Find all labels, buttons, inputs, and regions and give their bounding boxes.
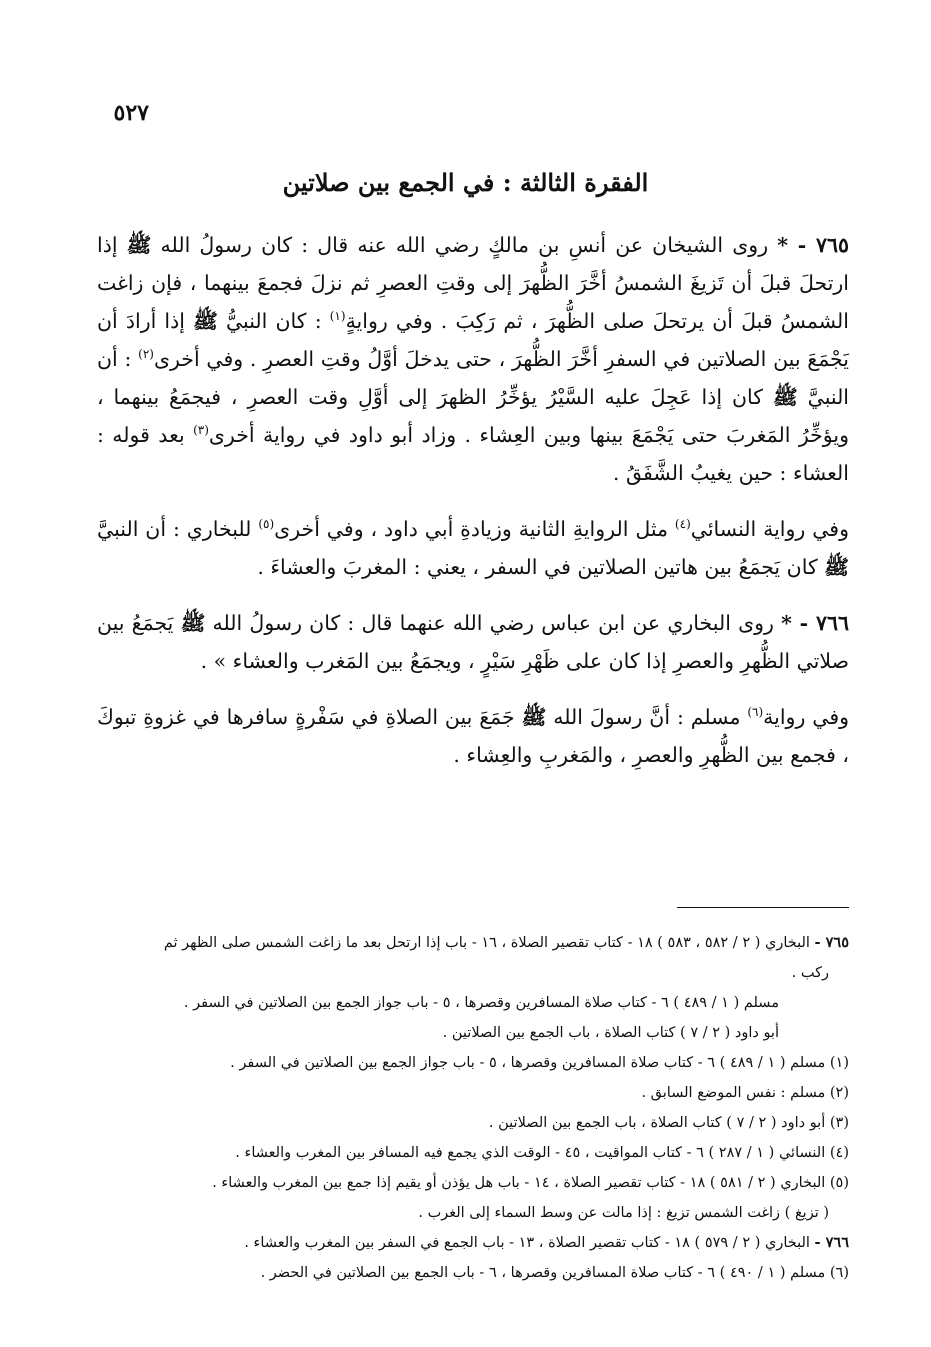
text-segment: للبخاري : أن النبيَّ (97, 517, 259, 541)
footnote-4: (٤) النسائي ( ١ / ٢٨٧ ) ٦ - كتاب المواقيت ، ٤٥ - الوقت الذي يجمع فيه المسافر بين المغرب والعشاء . (235, 1145, 849, 1161)
nasai-paragraph (97, 510, 849, 586)
footnote-ref: (١) (329, 309, 346, 324)
footnote-766-bukhari (97, 1228, 849, 1258)
text-segment: روى البخاري عن ابن عباس رضي الله عنهما قال : كان رسولُ الله (205, 611, 782, 635)
text-segment: كان إذا عَجِلَ عليه السَّيْرُ يؤخِّرُ الظهرَ إلى أوَّلِ وقت العصرِ ، فيجمَعُ بينهما ، ويؤخِّرُ المَغربَ حتى يَجْمَعَ بينها وبين العِشاء . وزاد أبو داود في رواية أخرى (97, 385, 849, 447)
text-segment: وفي رواية (763, 705, 850, 729)
footnote-765-abudawud: أبو داود ( ٢ / ٧ ) كتاب الصلاة ، باب الجمع بين الصلاتين . (442, 1025, 779, 1041)
salutation-glyph: ﷺ (824, 555, 849, 579)
footnote-765-muslim: مسلم ( ١ / ٤٨٩ ) ٦ - كتاب صلاة المسافرين وقصرها ، ٥ - باب جواز الجمع بين الصلاتين في السفر . (183, 995, 779, 1011)
main-text (97, 226, 849, 792)
footnote-ref: (٣) (193, 423, 209, 438)
footnote-765-bukhari (97, 928, 849, 958)
footnote-2: (٢) مسلم : نفس الموضع السابق . (641, 1085, 849, 1101)
text-segment: : أن النبيَّ (97, 347, 850, 409)
text-segment: روى الشيخان عن أنسِ بن مالكٍ رضي الله عنه قال : كان رسولُ الله (151, 233, 778, 257)
page-number: ٥٢٧ (113, 100, 149, 126)
footnote-3: (٣) أبو داود ( ٢ / ٧ ) كتاب الصلاة ، باب الجمع بين الصلاتين . (488, 1115, 849, 1131)
footnote-5: (٥) البخاري ( ٢ / ٥٨١ ) ١٨ - كتاب تقصير الصلاة ، ١٤ - باب هل يؤذن أو يقيم إذا جمع بين المغرب والعشاء . (212, 1175, 849, 1191)
hadith-766-paragraph (97, 604, 849, 680)
footnote-ref: (٤) (674, 517, 691, 532)
salutation-glyph: ﷺ (126, 233, 152, 257)
footnote-number: ٧٦٦ - (814, 1234, 849, 1251)
footnote-gloss: ( تزيغ ) زاغت الشمس تزيغ : إذا مالت عن وسط السماء إلى الغرب . (418, 1205, 829, 1221)
text-segment: كان يَجمَعُ بين هاتين الصلاتين في السفر ، يعني : المغربَ والعشاءَ . (257, 555, 825, 579)
footnote-6: (٦) مسلم ( ١ / ٤٩٠ ) ٦ - كتاب صلاة المسافرين وقصرها ، ٦ - باب الجمع بين الصلاتين في الحضر . (260, 1265, 849, 1281)
muslim-paragraph (97, 698, 849, 774)
text-segment: : كان النبيُّ (217, 309, 330, 333)
salutation-glyph: ﷺ (772, 385, 798, 409)
footnote-text: البخاري ( ٢ / ٥٨٢ ، ٥٨٣ ) ١٨ - كتاب تقصير الصلاة ، ١٦ - باب إذا ارتحل بعد ما زاغت الشمس صلى الظهر ثم (163, 935, 815, 951)
text-segment: إذا ارتحلَ قبلَ أن تَزيغَ الشمسُ أخَّرَ الظُّهرَ إلى وقتِ العصرِ ثم نزلَ فجمعَ بينهما ، فإن زاغت الشمسُ قبلَ أن يرتحلَ صلى الظُّهرَ ، ثم رَكِبَ . وفي روايةٍ (97, 233, 849, 333)
salutation-glyph: ﷺ (521, 705, 547, 729)
text-segment: إذا أرادَ أن يَجْمَعَ بين الصلاتين في السفرِ أخَّرَ الظُّهرَ ، حتى يدخلَ أوَّلُ وقتِ العصرِ . وفي أخرى (97, 309, 849, 371)
footnote-765-bukhari-cont: ركب . (791, 965, 829, 981)
footnotes (97, 928, 849, 1288)
footnote-1: (١) مسلم ( ١ / ٤٨٩ ) ٦ - كتاب صلاة المسافرين وقصرها ، ٥ - باب جواز الجمع بين الصلاتين في السفر . (230, 1055, 849, 1071)
text-segment: مسلم : أنَّ رسولَ الله (546, 705, 748, 729)
text-segment: بعد قوله : العشاء : حين يغيبُ الشَّفَقُ . (97, 423, 849, 485)
hadith-765-paragraph (97, 226, 849, 492)
footnote-ref: (٦) (747, 705, 764, 720)
footnote-ref: (٥) (258, 517, 275, 532)
footnote-text: البخاري ( ٢ / ٥٧٩ ) ١٨ - كتاب تقصير الصلاة ، ١٣ - باب الجمع في السفر بين المغرب والعشاء . (244, 1235, 815, 1251)
footnote-ref: (٢) (138, 347, 154, 362)
salutation-glyph: ﷺ (180, 611, 206, 635)
text-segment: مثل الروايةِ الثانية وزيادةِ أبي داود ، وفي أخرى (274, 517, 675, 541)
text-segment: يَجمَعُ بين صلاتي الظُّهرِ والعصرِ إذا كان على ظَهْرِ سَيْرٍ ، ويجمَعُ بين المَغرب والعشاء » . (97, 611, 849, 673)
text-segment: جَمَعَ بين الصلاةِ في سَفْرةٍ سافرها في غزوةِ تبوكَ ، فجمع بين الظُّهرِ والعصرِ ، والمَغربِ والعِشاء . (97, 705, 849, 767)
hadith-number: ٧٦٥ - * (777, 233, 849, 257)
section-heading: الفقرة الثالثة : في الجمع بين صلاتين (282, 168, 649, 197)
footnote-divider (677, 907, 849, 908)
text-segment: وفي رواية النسائي (690, 517, 849, 541)
footnote-number: ٧٦٥ - (814, 934, 849, 951)
hadith-number: ٧٦٦ - * (781, 611, 849, 635)
salutation-glyph: ﷺ (193, 309, 218, 333)
